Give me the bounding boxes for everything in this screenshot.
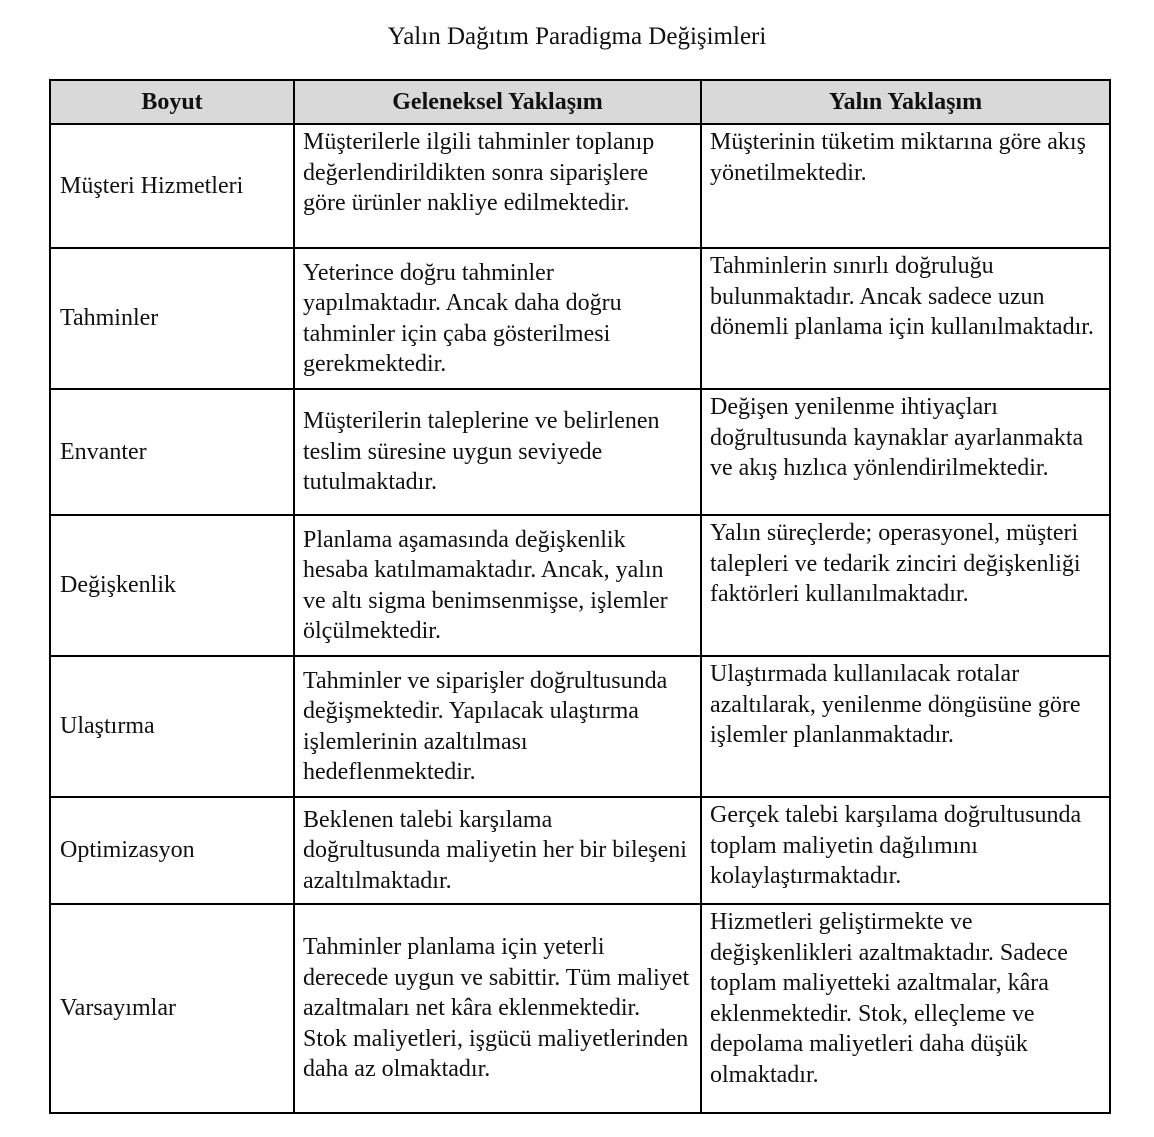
column-header-lean: Yalın Yaklaşım bbox=[701, 80, 1110, 124]
table-row bbox=[50, 248, 1110, 389]
dimension-cell: Optimizasyon bbox=[50, 797, 294, 904]
paradigm-table bbox=[49, 79, 1111, 1114]
column-header-dimension: Boyut bbox=[50, 80, 294, 124]
dimension-cell: Envanter bbox=[50, 389, 294, 515]
table-row bbox=[50, 124, 1110, 248]
traditional-cell: Tahminler planlama için yeterli derecede uygun ve sabittir. Tüm maliyet azaltmaları net kâra eklenmektedir. Stok maliyetleri, işgücü maliyetlerinden daha az olmaktadır. bbox=[294, 904, 701, 1113]
traditional-cell: Müşterilerin taleplerine ve belirlenen teslim süresine uygun seviyede tutulmaktadır. bbox=[294, 389, 701, 515]
dimension-cell: Müşteri Hizmetleri bbox=[50, 124, 294, 248]
lean-cell: Yalın süreçlerde; operasyonel, müşteri talepleri ve tedarik zinciri değişkenliği faktörleri kullanılmaktadır. bbox=[701, 515, 1110, 656]
traditional-cell: Tahminler ve siparişler doğrultusunda değişmektedir. Yapılacak ulaştırma işlemlerinin azaltılması hedeflenmektedir. bbox=[294, 656, 701, 797]
dimension-cell: Ulaştırma bbox=[50, 656, 294, 797]
header-row bbox=[50, 80, 1110, 124]
dimension-cell: Tahminler bbox=[50, 248, 294, 389]
table-row bbox=[50, 389, 1110, 515]
traditional-cell: Planlama aşamasında değişkenlik hesaba katılmamaktadır. Ancak, yalın ve altı sigma benimsenmişse, işlemler ölçülmektedir. bbox=[294, 515, 701, 656]
table-row bbox=[50, 797, 1110, 904]
lean-cell: Gerçek talebi karşılama doğrultusunda toplam maliyetin dağılımını kolaylaştırmaktadır. bbox=[701, 797, 1110, 904]
lean-cell: Ulaştırmada kullanılacak rotalar azaltılarak, yenilenme döngüsüne göre işlemler planlanmaktadır. bbox=[701, 656, 1110, 797]
traditional-cell: Beklenen talebi karşılama doğrultusunda maliyetin her bir bileşeni azaltılmaktadır. bbox=[294, 797, 701, 904]
table-row bbox=[50, 515, 1110, 656]
traditional-cell: Müşterilerle ilgili tahminler toplanıp değerlendirildikten sonra siparişlere göre ürünler nakliye edilmektedir. bbox=[294, 124, 701, 248]
lean-cell: Tahminlerin sınırlı doğruluğu bulunmaktadır. Ancak sadece uzun dönemli planlama için kullanılmaktadır. bbox=[701, 248, 1110, 389]
lean-cell: Değişen yenilenme ihtiyaçları doğrultusunda kaynaklar ayarlanmakta ve akış hızlıca yönlendirilmektedir. bbox=[701, 389, 1110, 515]
page-title: Yalın Dağıtım Paradigma Değişimleri bbox=[387, 23, 767, 50]
lean-cell: Müşterinin tüketim miktarına göre akış yönetilmektedir. bbox=[701, 124, 1110, 248]
table-row bbox=[50, 904, 1110, 1113]
lean-cell: Hizmetleri geliştirmekte ve değişkenlikleri azaltmaktadır. Sadece toplam maliyetteki azaltmalar, kâra eklenmektedir. Stok, elleçleme ve depolama maliyetleri daha düşük olmaktadır. bbox=[701, 904, 1110, 1113]
dimension-cell: Değişkenlik bbox=[50, 515, 294, 656]
column-header-traditional: Geleneksel Yaklaşım bbox=[294, 80, 701, 124]
table-row bbox=[50, 656, 1110, 797]
traditional-cell: Yeterince doğru tahminler yapılmaktadır. Ancak daha doğru tahminler için çaba gösterilmesi gerekmektedir. bbox=[294, 248, 701, 389]
dimension-cell: Varsayımlar bbox=[50, 904, 294, 1113]
